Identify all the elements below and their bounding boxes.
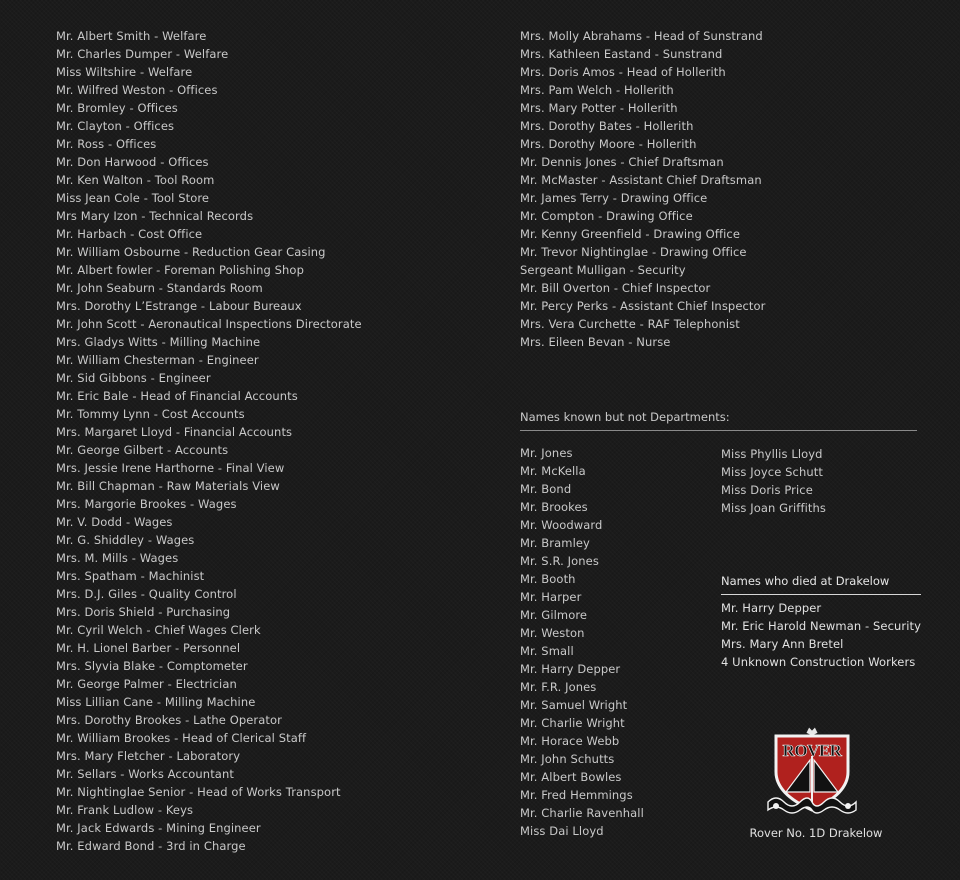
known-names-heading: Names known but not Departments: (520, 409, 917, 431)
list-item: Mrs. Mary Ann Bretel (721, 637, 844, 651)
list-item: Mr. Trevor Nightinglae - Drawing Office (520, 245, 747, 259)
list-item: Mr. McKella (520, 464, 586, 478)
list-item: Mr. F.R. Jones (520, 680, 597, 694)
list-item: Mr. Booth (520, 572, 576, 586)
list-item: Mrs. Mary Potter - Hollerith (520, 101, 678, 115)
list-item: 4 Unknown Construction Workers (721, 655, 916, 669)
list-item: Mr. Weston (520, 626, 585, 640)
list-item: Mr. Charles Dumper - Welfare (56, 47, 229, 61)
list-item: Mrs Mary Izon - Technical Records (56, 209, 254, 223)
list-item: Mrs. Margorie Brookes - Wages (56, 497, 237, 511)
list-item: Mr. Woodward (520, 518, 603, 532)
list-item: Mr. Wilfred Weston - Offices (56, 83, 218, 97)
list-item: Mr. Horace Webb (520, 734, 620, 748)
list-item: Mr. Bond (520, 482, 572, 496)
list-item: Mr. Tommy Lynn - Cost Accounts (56, 407, 245, 421)
list-item: Mr. S.R. Jones (520, 554, 599, 568)
logo-wordmark: ROVER (782, 741, 842, 760)
list-item: Miss Wiltshire - Welfare (56, 65, 193, 79)
list-item: Mrs. Doris Shield - Purchasing (56, 605, 231, 619)
list-item: Mr. Frank Ludlow - Keys (56, 803, 194, 817)
known-misses-list (721, 445, 826, 517)
list-item: Mr. Cyril Welch - Chief Wages Clerk (56, 623, 261, 637)
list-item: Mr. McMaster - Assistant Chief Draftsman (520, 173, 762, 187)
list-item: Mr. Kenny Greenfield - Drawing Office (520, 227, 741, 241)
list-item: Mrs. Gladys Witts - Milling Machine (56, 335, 261, 349)
list-item: Miss Dai Lloyd (520, 824, 604, 838)
list-item: Mrs. Dorothy Brookes - Lathe Operator (56, 713, 282, 727)
list-item: Mr. John Scott - Aeronautical Inspections Directorate (56, 317, 362, 331)
known-names-list (520, 444, 644, 840)
list-item: Mrs. Eileen Bevan - Nurse (520, 335, 671, 349)
list-item: Mr. Brookes (520, 500, 588, 514)
list-item: Mrs. Pam Welch - Hollerith (520, 83, 674, 97)
list-item: Mr. Gilmore (520, 608, 588, 622)
list-item: Mr. Dennis Jones - Chief Draftsman (520, 155, 724, 169)
list-item: Mrs. Dorothy L’Estrange - Labour Bureaux (56, 299, 302, 313)
list-item: Miss Jean Cole - Tool Store (56, 191, 210, 205)
rover-logo (762, 726, 862, 818)
list-item: Mr. Sid Gibbons - Engineer (56, 371, 211, 385)
list-item: Mr. Albert Smith - Welfare (56, 29, 207, 43)
list-item: Mr. George Gilbert - Accounts (56, 443, 229, 457)
list-item: Mrs. Dorothy Moore - Hollerith (520, 137, 697, 151)
list-item: Mr. Fred Hemmings (520, 788, 633, 802)
list-item: Mrs. Slyvia Blake - Comptometer (56, 659, 248, 673)
list-item: Mrs. Doris Amos - Head of Hollerith (520, 65, 726, 79)
list-item: Mrs. Dorothy Bates - Hollerith (520, 119, 694, 133)
list-item: Mrs. Margaret Lloyd - Financial Accounts (56, 425, 293, 439)
list-item: Mr. James Terry - Drawing Office (520, 191, 708, 205)
list-item: Mr. Compton - Drawing Office (520, 209, 693, 223)
logo-crest (806, 727, 818, 735)
list-item: Mrs. Spatham - Machinist (56, 569, 205, 583)
list-item: Mr. Albert fowler - Foreman Polishing Shop (56, 263, 304, 277)
list-item: Mr. Eric Harold Newman - Security (721, 619, 922, 633)
list-item: Mrs. Kathleen Eastand - Sunstrand (520, 47, 723, 61)
list-item: Mrs. D.J. Giles - Quality Control (56, 587, 237, 601)
list-item: Miss Joyce Schutt (721, 465, 823, 479)
list-item: Mr. Small (520, 644, 574, 658)
list-item: Mr. Jack Edwards - Mining Engineer (56, 821, 261, 835)
list-item: Mr. Bill Overton - Chief Inspector (520, 281, 711, 295)
list-item: Mr. John Schutts (520, 752, 615, 766)
list-item: Mrs. Vera Curchette - RAF Telephonist (520, 317, 740, 331)
list-item: Mr. G. Shiddley - Wages (56, 533, 195, 547)
list-item: Mr. Samuel Wright (520, 698, 628, 712)
list-item: Mrs. Jessie Irene Harthorne - Final View (56, 461, 285, 475)
list-item: Mr. Eric Bale - Head of Financial Accounts (56, 389, 298, 403)
list-item: Mr. William Osbourne - Reduction Gear Casing (56, 245, 326, 259)
list-item: Mr. Jones (520, 446, 573, 460)
logo-caption: Rover No. 1D Drakelow (749, 826, 883, 840)
list-item: Mr. Edward Bond - 3rd in Charge (56, 839, 246, 853)
list-item: Mr. Harbach - Cost Office (56, 227, 203, 241)
list-item: Sergeant Mulligan - Security (520, 263, 686, 277)
list-item: Mr. Clayton - Offices (56, 119, 175, 133)
list-item: Mr. Ken Walton - Tool Room (56, 173, 215, 187)
list-item: Miss Phyllis Lloyd (721, 447, 823, 461)
staff-list-right (520, 27, 766, 351)
list-item: Mr. Don Harwood - Offices (56, 155, 209, 169)
list-item: Mr. William Brookes - Head of Clerical Staff (56, 731, 307, 745)
list-item: Mr. Charlie Ravenhall (520, 806, 644, 820)
list-item: Mr. Percy Perks - Assistant Chief Inspector (520, 299, 766, 313)
list-item: Miss Doris Price (721, 483, 813, 497)
list-item: Mr. H. Lionel Barber - Personnel (56, 641, 241, 655)
list-item: Mr. Harry Depper (721, 601, 822, 615)
list-item: Mrs. Molly Abrahams - Head of Sunstrand (520, 29, 763, 43)
list-item: Mr. Bromley - Offices (56, 101, 178, 115)
list-item: Mr. Harper (520, 590, 582, 604)
list-item: Mrs. Mary Fletcher - Laboratory (56, 749, 241, 763)
list-item: Miss Lillian Cane - Milling Machine (56, 695, 256, 709)
list-item: Mr. Bill Chapman - Raw Materials View (56, 479, 280, 493)
list-item: Mrs. M. Mills - Wages (56, 551, 179, 565)
list-item: Mr. Nightinglae Senior - Head of Works Transport (56, 785, 341, 799)
staff-list-left (56, 27, 362, 855)
list-item: Mr. V. Dodd - Wages (56, 515, 173, 529)
list-item: Mr. Ross - Offices (56, 137, 157, 151)
list-item: Mr. Harry Depper (520, 662, 621, 676)
list-item: Mr. Albert Bowles (520, 770, 622, 784)
list-item: Mr. John Seaburn - Standards Room (56, 281, 263, 295)
list-item: Mr. Bramley (520, 536, 590, 550)
list-item: Mr. George Palmer - Electrician (56, 677, 237, 691)
died-list (721, 599, 921, 671)
list-item: Mr. Sellars - Works Accountant (56, 767, 234, 781)
list-item: Mr. William Chesterman - Engineer (56, 353, 259, 367)
list-item: Mr. Charlie Wright (520, 716, 625, 730)
list-item: Miss Joan Griffiths (721, 501, 826, 515)
died-heading: Names who died at Drakelow (721, 573, 921, 595)
